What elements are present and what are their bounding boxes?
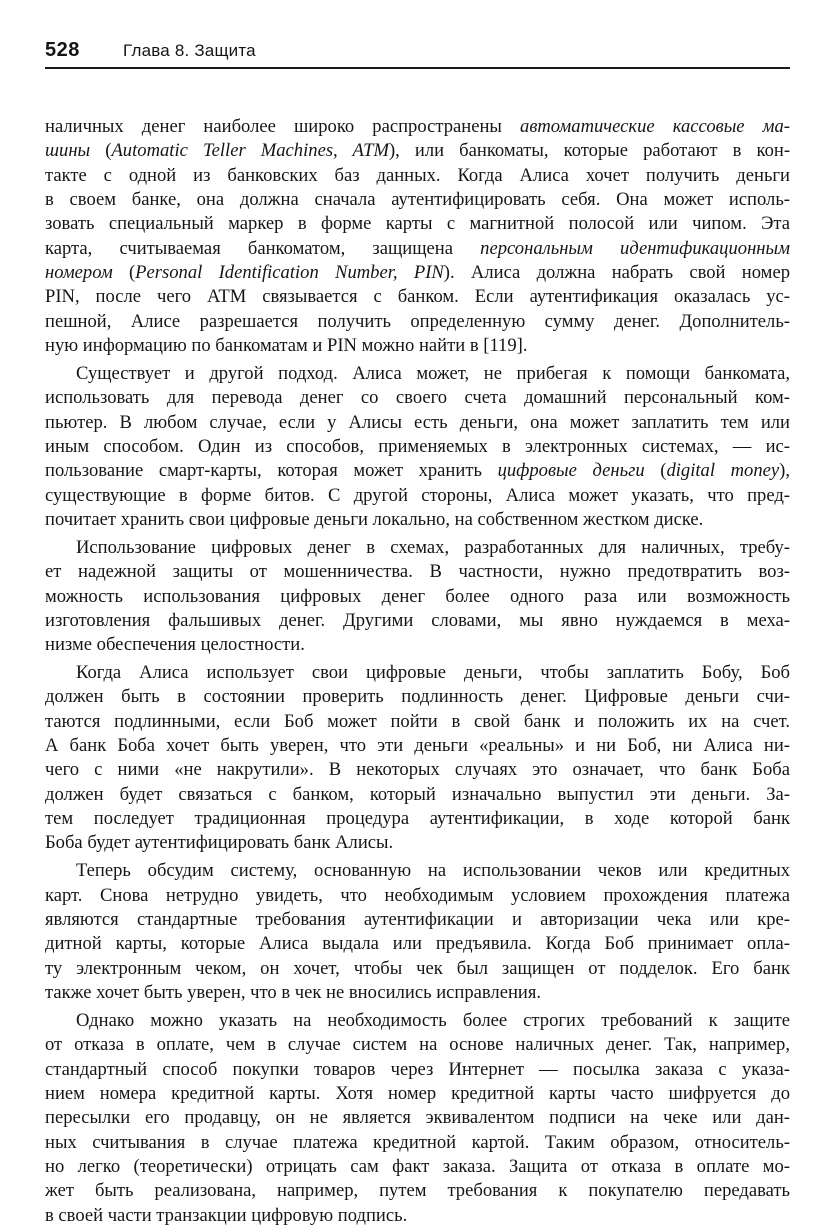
text-line: [45, 459, 790, 483]
text-line: [45, 1058, 790, 1082]
text-line: [45, 411, 790, 435]
text-line: [45, 560, 790, 584]
emphasis-term: автоматические кассовые ма-: [520, 116, 790, 137]
paragraph: [45, 536, 790, 658]
text-line: [45, 484, 790, 508]
text-run: почитает хранить свои цифровые деньги локально, на собственном жестком диске.: [45, 509, 704, 530]
text-run: наличных денег наиболее широко распространены: [45, 116, 521, 137]
text-line: [45, 1204, 790, 1228]
text-line: [45, 685, 790, 709]
text-run: ), или банкоматы, которые работают в кон-: [388, 140, 791, 162]
text-run: ных считывания в случае платежа кредитной картой. Таким образом, относитель-: [45, 1131, 790, 1153]
text-run: карт. Снова нетрудно увидеть, что необходимым условием прохождения платежа: [45, 884, 790, 906]
emphasis-term: цифровые деньги: [497, 460, 645, 482]
text-run: изготовления фальшивых денег. Другими словами, мы явно нуждаемся в меха-: [45, 609, 790, 631]
text-line: [45, 261, 790, 285]
text-run: в своем банке, она должна сначала аутентифицировать себя. Она может исполь-: [45, 189, 790, 211]
emphasis-term: digital money: [666, 460, 780, 482]
text-run: являются стандартные требования аутентификации и авторизации чека или кре-: [45, 909, 790, 930]
text-run: пешной, Алисе разрешается получить определенную сумму денег. Дополнитель-: [45, 310, 790, 332]
text-run: ),: [779, 460, 791, 482]
text-line: [45, 710, 790, 734]
text-line: [45, 585, 790, 609]
text-line: [45, 310, 790, 334]
text-run: пересылки его продавцу, он не является эквивалентом подписи на чеке или дан-: [45, 1107, 790, 1129]
text-line: [45, 932, 790, 956]
text-line: [45, 536, 790, 560]
text-run: Однако можно указать на необходимость более строгих требований к защите: [76, 1009, 790, 1031]
text-run: зовать специальный маркер в форме карты с магнитной полосой или чипом. Эта: [45, 213, 790, 235]
text-line: [45, 633, 790, 657]
text-run: иным способом. Один из способов, применяемых в электронных системах, — ис-: [45, 435, 790, 457]
text-run: должен быть в состоянии проверить подлинность денег. Цифровые деньги счи-: [45, 686, 790, 708]
text-line: [45, 908, 790, 932]
running-header: [45, 37, 790, 69]
text-line: [45, 884, 790, 908]
text-line: [45, 435, 790, 459]
text-run: Боба будет аутентифицировать банк Алисы.: [45, 832, 394, 854]
text-line: [45, 661, 790, 685]
text-run: от отказа в оплате, чем в случае систем на основе наличных денег. Так, например,: [45, 1034, 790, 1056]
text-line: [45, 386, 790, 410]
text-run: использовать для перевода денег со своего счета домашний персональный ком-: [45, 387, 790, 409]
text-run: ту электронным чеком, он хочет, чтобы чек был защищен от подделок. Его банк: [45, 957, 790, 979]
text-run: карта, считываемая банкоматом, защищена: [45, 237, 481, 259]
text-line: [45, 1106, 790, 1130]
text-line: [45, 362, 790, 386]
paragraph: [45, 859, 790, 1005]
text-run: в своей части транзакции цифровую подпись.: [45, 1204, 408, 1226]
text-line: [45, 164, 790, 188]
paragraph: [45, 362, 790, 532]
text-line: [45, 115, 790, 139]
text-run: (: [112, 262, 136, 284]
text-line: [45, 831, 790, 855]
text-run: жет быть реализована, например, путем требования к покупателю передавать: [45, 1180, 790, 1202]
text-line: [45, 783, 790, 807]
text-line: [45, 285, 790, 309]
emphasis-term: Automatic Teller Machines, ATM: [111, 140, 389, 162]
page-number: 528: [45, 39, 80, 61]
emphasis-term: персональным идентификационным: [480, 237, 790, 259]
text-run: ). Алиса должна набрать свой номер: [443, 262, 790, 284]
text-run: Теперь обсудим систему, основанную на использовании чеков или кредитных: [76, 860, 790, 882]
text-line: [45, 981, 790, 1005]
text-line: [45, 188, 790, 212]
text-run: таются подлинными, если Боб может пойти в свой банк и положить их на счет.: [45, 710, 790, 732]
text-run: такте с одной из банковских баз данных. Когда Алиса хочет получить деньги: [45, 164, 790, 186]
text-line: [45, 334, 790, 358]
chapter-title: Глава 8. Защита: [123, 41, 256, 60]
text-line: [45, 758, 790, 782]
text-line: [45, 1082, 790, 1106]
text-run: PIN, после чего ATM связывается с банком. Если аутентификация оказалась ус-: [45, 286, 790, 308]
text-run: низме обеспечения целостности.: [45, 634, 305, 656]
text-line: [45, 1155, 790, 1179]
text-line: [45, 237, 790, 261]
text-line: [45, 609, 790, 633]
text-line: [45, 957, 790, 981]
text-run: также хочет быть уверен, что в чек не вносились исправления.: [45, 982, 542, 1004]
text-run: А банк Боба хочет быть уверен, что эти деньги «реальны» и ни Боб, ни Алиса ни-: [45, 735, 790, 757]
text-line: [45, 859, 790, 883]
text-line: [45, 139, 790, 163]
text-line: [45, 1009, 790, 1033]
text-run: пьютер. В любом случае, если у Алисы есть деньги, она может заплатить тем или: [45, 411, 790, 433]
text-run: Существует и другой подход. Алиса может, не прибегая к помощи банкомата,: [76, 362, 790, 384]
text-run: тем последует традиционная процедура аутентификации, в ходе которой банк: [45, 808, 790, 830]
paragraph: [45, 1009, 790, 1228]
body-text: [45, 115, 790, 1228]
text-line: [45, 1131, 790, 1155]
paragraph: [45, 661, 790, 856]
emphasis-term: шины: [45, 140, 91, 162]
text-line: [45, 807, 790, 831]
text-run: можность использования цифровых денег более одного раза или возможность: [45, 585, 790, 607]
text-run: ную информацию по банкоматам и PIN можно найти в [119].: [45, 335, 528, 357]
text-line: [45, 1179, 790, 1203]
text-run: (: [90, 140, 112, 162]
text-run: должен будет связаться с банком, который изначально выпустил эти деньги. За-: [45, 783, 790, 805]
text-run: Использование цифровых денег в схемах, разработанных для наличных, требу-: [76, 536, 790, 558]
text-line: [45, 1033, 790, 1057]
text-run: Когда Алиса использует свои цифровые деньги, чтобы заплатить Бобу, Боб: [76, 662, 790, 684]
text-run: стандартный способ покупки товаров через Интернет — посылка заказа с указа-: [45, 1058, 790, 1080]
text-line: [45, 508, 790, 532]
text-run: существующие в форме битов. С другой стороны, Алиса может указать, что пред-: [45, 484, 790, 506]
text-run: ет надежной защиты от мошенничества. В частности, нужно предотвратить воз-: [45, 561, 790, 583]
text-run: но легко (теоретически) отрицать сам факт заказа. Защита от отказа в оплате мо-: [45, 1155, 790, 1177]
text-run: дитной карты, которые Алиса выдала или предъявила. Когда Боб принимает опла-: [45, 933, 790, 955]
paragraph: [45, 115, 790, 358]
text-run: (: [644, 460, 667, 482]
emphasis-term: Personal Identification Number, PIN: [135, 262, 444, 284]
text-line: [45, 212, 790, 236]
text-run: пользование смарт-карты, которая может хранить: [45, 460, 498, 482]
text-line: [45, 734, 790, 758]
text-run: нием номера кредитной карты. Хотя номер кредитной карты часто шифруется до: [45, 1082, 790, 1104]
emphasis-term: номером: [45, 262, 113, 284]
text-run: чего с ними «не накрутили». В некоторых случаях это означает, что банк Боба: [45, 759, 790, 781]
